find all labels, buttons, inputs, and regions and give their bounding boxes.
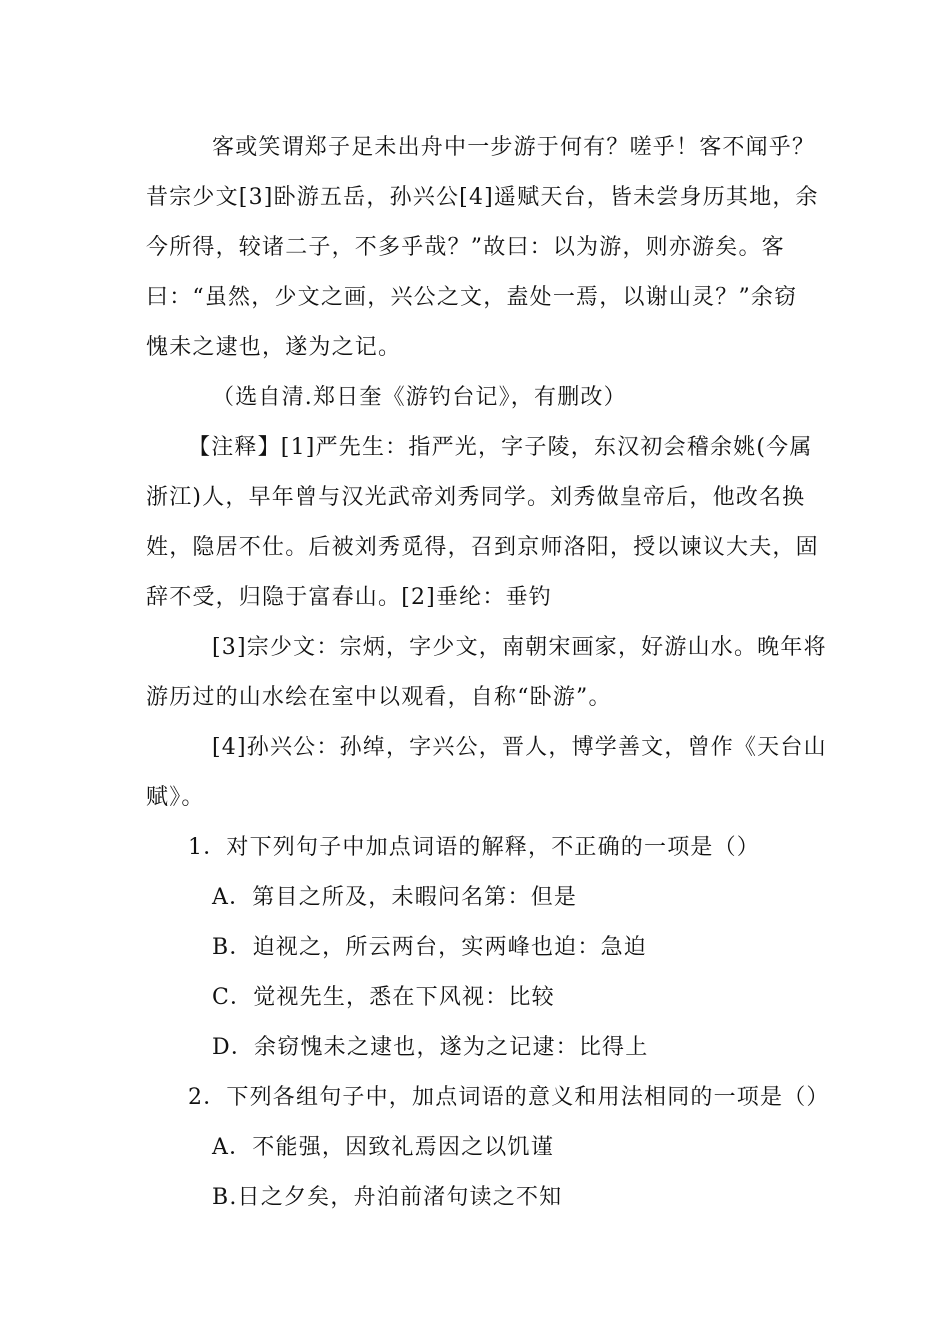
passage-line: 今所得，较诸二子，不多乎哉？”故曰：以为游，则亦游矣。客 (146, 235, 785, 260)
notes-line: 游历过的山水绘在室中以观看，自称“卧游”。 (146, 685, 612, 710)
passage-source: （选自清.郑日奎《游钓台记》，有删改） (212, 385, 627, 410)
question-option: A．不能强，因致礼焉因之以饥谨 (212, 1135, 554, 1160)
passage-line: 昔宗少文[3]卧游五岳，孙兴公[4]遥赋天台，皆未尝身历其地，余 (146, 185, 819, 210)
question-option: A．第目之所及，未暇问名第：但是 (212, 885, 578, 910)
question-option: C．觉视先生，悉在下风视：比较 (212, 985, 555, 1010)
notes-line: 赋》。 (146, 785, 205, 810)
notes-line: 【注释】[1]严先生：指严光，字子陵，东汉初会稽余姚(今属 (188, 435, 813, 460)
question-stem: 1．对下列句子中加点词语的解释，不正确的一项是（） (188, 835, 760, 860)
notes-line: 浙江)人，早年曾与汉光武帝刘秀同学。刘秀做皇帝后，他改名换 (146, 485, 806, 510)
notes-line: 辞不受，归隐于富春山。[2]垂纶：垂钓 (146, 585, 552, 610)
notes-line: [3]宗少文：宗炳，字少文，南朝宋画家，好游山水。晚年将 (212, 635, 827, 660)
notes-line: [4]孙兴公：孙绰，字兴公，晋人，博学善文，曾作《天台山 (212, 735, 827, 760)
question-option: D．余窃愧未之逮也，遂为之记逮：比得上 (212, 1035, 649, 1060)
notes-line: 姓，隐居不仕。后被刘秀觅得，召到京师洛阳，授以谏议大夫，固 (146, 535, 819, 560)
passage-line: 曰：“虽然，少文之画，兴公之文，盍处一焉，以谢山灵？”余窃 (146, 285, 798, 310)
question-stem: 2．下列各组句子中，加点词语的意义和用法相同的一项是（） (188, 1085, 830, 1110)
question-option: B.日之夕矣，舟泊前渚句读之不知 (212, 1185, 563, 1210)
passage-line: 客或笑谓郑子足未出舟中一步游于何有？嗟乎！客不闻乎？ (212, 135, 816, 160)
passage-line: 愧未之逮也，遂为之记。 (146, 335, 402, 360)
question-option: B．迫视之，所云两台，实两峰也迫：急迫 (212, 935, 647, 960)
